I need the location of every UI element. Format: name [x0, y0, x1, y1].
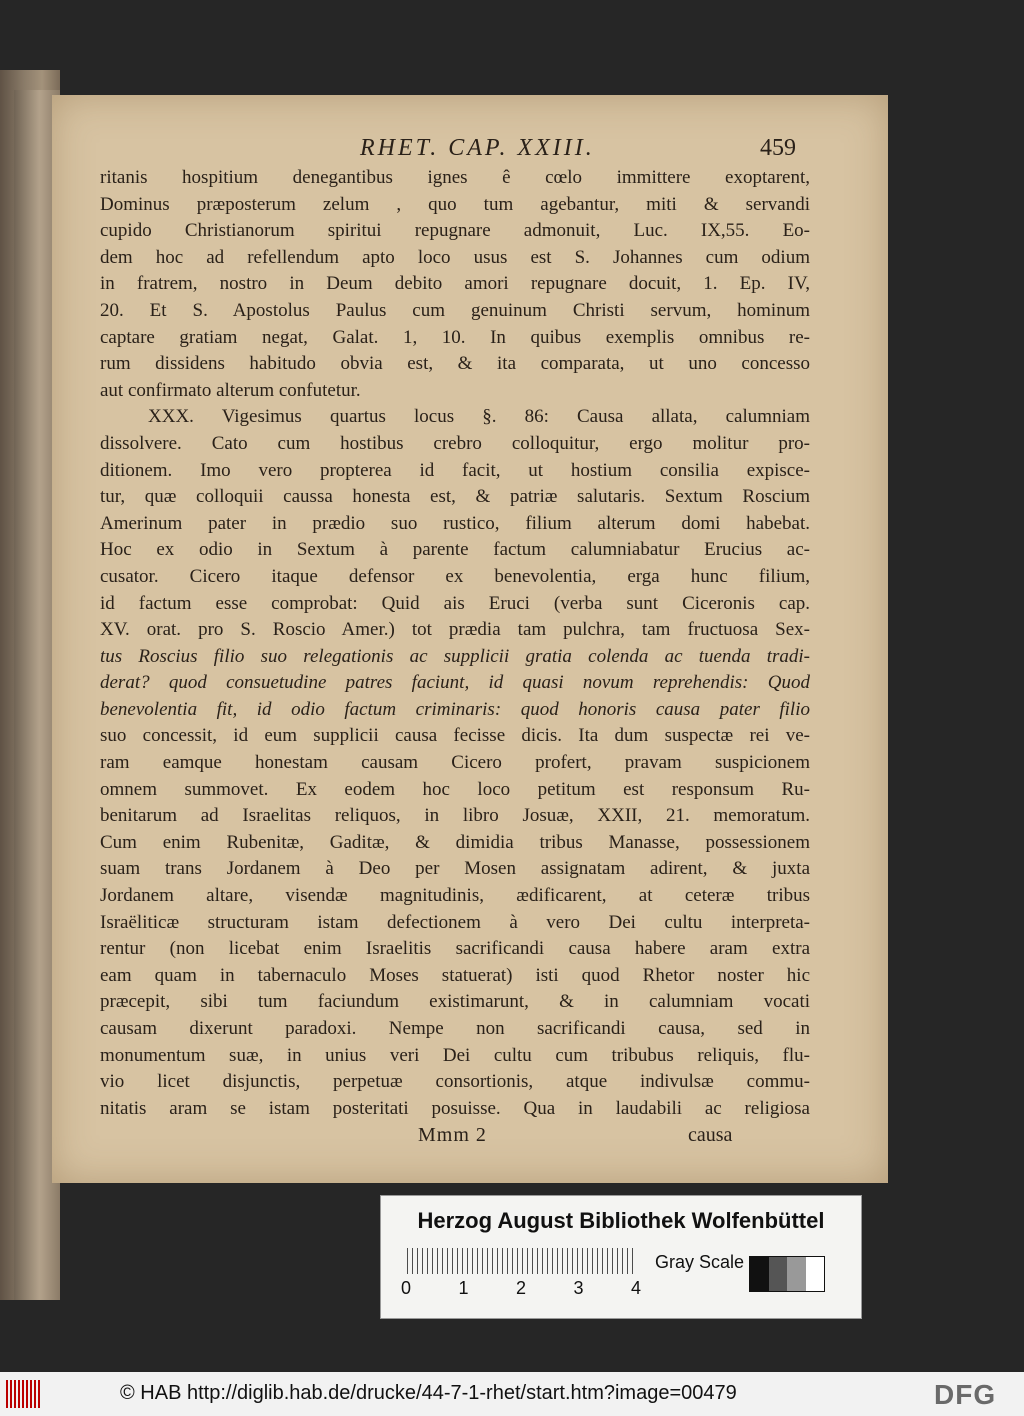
- catchword: causa: [688, 1124, 733, 1147]
- library-name: Herzog August Bibliothek Wolfenbüttel: [417, 1208, 825, 1233]
- viewer-footer: [0, 1372, 1024, 1416]
- text-line: vio licet disjunctis, perpetuæ consortionis, atque indivulsæ commu-: [100, 1071, 810, 1093]
- text-line: tus Roscius filio suo relegationis ac supplicii gratia colenda ac tuenda tradi-: [100, 645, 810, 667]
- text-line: aut confirmato alterum confutetur.: [100, 379, 361, 401]
- text-line: Cum enim Rubenitæ, Gaditæ, & dimidia tribus Manasse, possessionem: [100, 831, 810, 853]
- text-line: Israëliticæ structuram istam defectionem à vero Dei cultu interpreta-: [100, 911, 810, 933]
- text-line: dissolvere. Cato cum hostibus crebro colloquitur, ergo molitur pro-: [100, 432, 810, 454]
- text-line: cusator. Cicero itaque defensor ex benevolentia, erga hunc filium,: [100, 565, 810, 587]
- text-line: Amerinum pater in prædio suo rustico, filium alterum domi habebat.: [100, 512, 810, 534]
- page-footer: [100, 1124, 810, 1154]
- text-line: ram eamque honestam causam Cicero profert, pravam suspicionem: [100, 752, 810, 774]
- text-line: præcepit, sibi tum faciundum existimarunt, & in calumniam vocati: [100, 991, 810, 1013]
- gray-swatch: [750, 1257, 769, 1291]
- color-calibration-bar: [380, 1195, 862, 1319]
- text-line: suam trans Jordanem à Deo per Mosen assignatam adirent, & juxta: [100, 858, 810, 880]
- scale-ruler: [407, 1248, 637, 1274]
- running-head-title: RHET. CAP. XXIII.: [360, 135, 595, 161]
- scale-number: 0: [401, 1278, 412, 1298]
- running-head: [100, 135, 810, 165]
- text-line: cupido Christianorum spiritui repugnare admonuit, Luc. IX,55. Eo-: [100, 220, 810, 242]
- text-line: suo concessit, id eum supplicii causa fecisse dicis. Ita dum suspectæ rei ve-: [100, 725, 810, 747]
- gray-swatches: [749, 1256, 825, 1292]
- text-line: Dominus præposterum zelum , quo tum agebantur, miti & servandi: [100, 193, 810, 215]
- page-number: 459: [760, 135, 796, 161]
- text-line: omnem summovet. Ex eodem hoc loco petitum est responsum Ru-: [100, 778, 810, 800]
- barcode-icon: [6, 1380, 42, 1408]
- text-line: benevolentia fit, id odio factum criminaris: quod honoris causa pater filio: [100, 698, 810, 720]
- scale-number: 3: [573, 1278, 584, 1298]
- text-line: ditionem. Imo vero propterea id facit, ut hostium consilia expisce-: [100, 459, 810, 481]
- text-line: rum dissidens habitudo obvia est, & ita comparata, ut uno concesso: [100, 353, 810, 375]
- text-line: derat? quod consuetudine patres faciunt, id quasi novum reprehendis: Quod: [100, 672, 810, 694]
- dfg-logo: DFG: [934, 1379, 997, 1410]
- text-line: monumentum suæ, in unius veri Dei cultu cum tribubus reliquis, flu-: [100, 1044, 810, 1066]
- text-line: in fratrem, nostro in Deum debito amori repugnare docuit, 1. Ep. IV,: [100, 273, 810, 295]
- text-line: Hoc ex odio in Sextum à parente factum calumniabatur Erucius ac-: [100, 539, 810, 561]
- credit-link[interactable]: © HAB http://diglib.hab.de/drucke/44-7-1-rhet/start.htm?image=00479: [120, 1382, 737, 1404]
- gray-swatch: [806, 1257, 825, 1291]
- text-line: Jordanem altare, visendæ magnitudinis, ædificarent, at ceteræ tribus: [100, 885, 810, 907]
- text-line: benitarum ad Israelitas reliquos, in libro Josuæ, XXII, 21. memoratum.: [100, 805, 810, 827]
- text-line: dem hoc ad refellendum apto loco usus est S. Johannes cum odium: [100, 246, 810, 268]
- gray-swatch: [769, 1257, 788, 1291]
- scale-number: 4: [630, 1278, 641, 1298]
- gray-swatch: [787, 1257, 806, 1291]
- text-line: rentur (non licebat enim Israelitis sacrificandi causa habere aram extra: [100, 938, 810, 960]
- text-line: captare gratiam negat, Galat. 1, 10. In quibus exemplis omnibus re-: [100, 326, 810, 348]
- text-line: eam quam in tabernaculo Moses statuerat) isti quod Rhetor noster hic: [100, 964, 810, 986]
- gray-scale-label: Gray Scale: [655, 1252, 745, 1272]
- text-line: nitatis aram se istam posteritati posuisse. Qua in laudabili ac religiosa: [100, 1097, 810, 1119]
- scale-number: 2: [515, 1278, 526, 1298]
- signature-mark: Mmm 2: [418, 1124, 487, 1147]
- scale-number: 1: [458, 1278, 469, 1298]
- text-line: ritanis hospitium denegantibus ignes ê cœlo immittere exoptarent,: [100, 167, 810, 188]
- text-line: XXX. Vigesimus quartus locus §. 86: Causa allata, calumniam: [148, 406, 810, 428]
- text-line: id factum esse comprobat: Quid ais Eruci (verba sunt Ciceronis cap.: [100, 592, 810, 614]
- text-line: tur, quæ colloquii caussa honesta est, & patriæ salutaris. Sextum Roscium: [100, 486, 810, 508]
- text-line: XV. orat. pro S. Roscio Amer.) tot prædia tam pulchra, tam fructuosa Sex-: [100, 619, 810, 641]
- scale-numbers: [401, 1278, 641, 1299]
- page-text: [100, 135, 810, 1154]
- book-page: [52, 95, 888, 1183]
- text-line: causam dixerunt paradoxi. Nempe non sacrificandi causa, sed in: [100, 1018, 810, 1039]
- text-line: 20. Et S. Apostolus Paulus cum genuinum Christi servum, hominum: [100, 299, 810, 321]
